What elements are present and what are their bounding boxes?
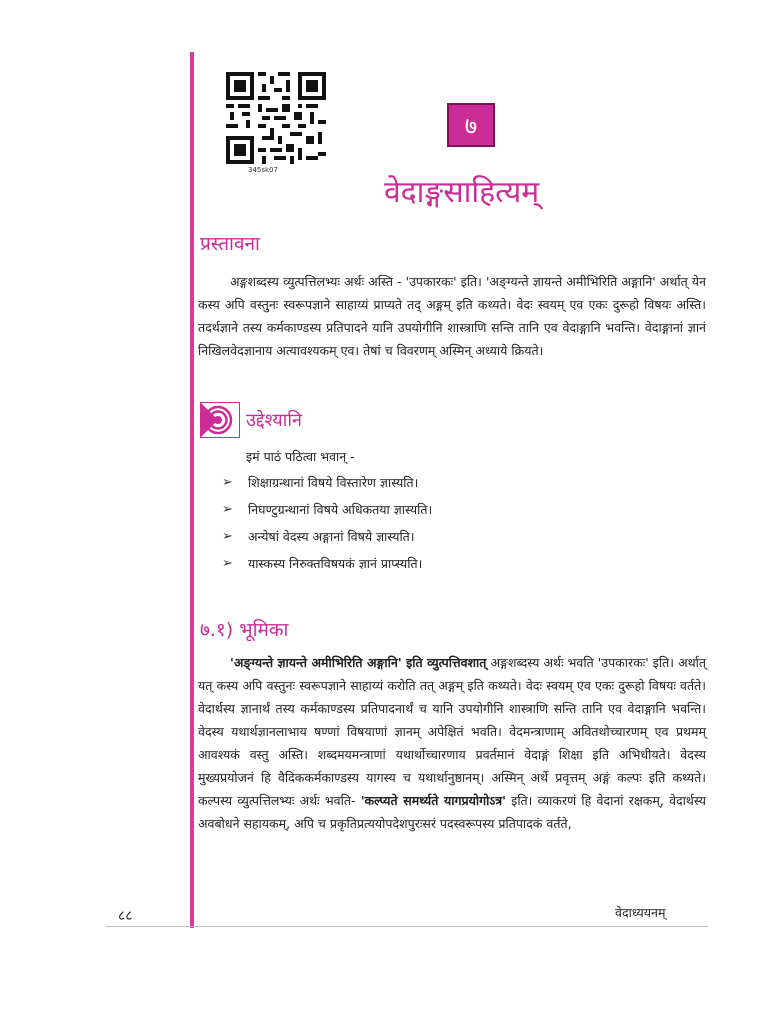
objectives-list: [222, 472, 702, 580]
objective-text: शिक्षाग्रन्थानां विषये विस्तारेण ज्ञास्यति।: [248, 475, 419, 490]
objective-text: यास्कस्य निरुक्तविषयकं ज्ञानं प्राप्स्यति।: [248, 556, 423, 571]
list-item: [222, 553, 702, 580]
arrowhead-bullet-icon: ➢: [222, 475, 233, 490]
bold-kalpa-quote: 'कल्प्यते समर्थ्यते यागप्रयोगोऽत्र': [360, 793, 506, 808]
qr-code-label: 345sk07: [248, 166, 278, 174]
qr-code-icon: [226, 72, 326, 164]
intro-paragraph: [198, 270, 706, 362]
objective-text: अन्येषां वेदस्य अङ्गानां विषये ज्ञास्यति।: [248, 529, 415, 544]
section-heading-bhumika: ७.१) भूमिका: [200, 619, 289, 641]
objectives-heading: उद्देश्यानि: [246, 410, 302, 431]
margin-rule: [190, 52, 194, 928]
page-number: ८८: [118, 908, 133, 924]
running-footer-title: वेदाध्ययनम्: [615, 905, 666, 920]
intro-text: अङ्गशब्दस्य व्युत्पत्तिलभ्यः अर्थः अस्ति - 'उपकारकः' इति। 'अङ्ग्यन्ते ज्ञायन्ते अमीभिरिति अङ्गानि' अर्थात् येन कस्य अपि वस्तुनः स्वरूपज्ञाने साहाय्यं प्राप्यते तद् अङ्गम् इति कथ्यते। वेदः स्वयम् एव एकः दुरूहो विषयः अस्ति। तदर्थज्ञाने तस्य कर्मकाण्डस्य प्रतिपादने यानि उपयोगीनि शास्त्राणि सन्ति तानि एव वेदाङ्गानि भवन्ति। वेदाङ्गानां ज्ञानं निखिलवेदज्ञानाय अत्यावश्यकम् एव। तेषां च विवरणम् अस्मिन् अध्याये क्रियते।: [198, 274, 706, 358]
list-item: [222, 499, 702, 526]
footer-divider: [106, 926, 708, 927]
bold-definition: 'अङ्ग्यन्ते ज्ञायन्ते अमीभिरिति अङ्गानि' इति व्युत्पत्तिवशात्: [230, 655, 487, 670]
intro-heading: प्रस्तावना: [200, 233, 260, 255]
chapter-number-badge: [447, 103, 495, 147]
list-item: [222, 472, 702, 499]
arrowhead-bullet-icon: ➢: [222, 529, 233, 544]
bhumika-text-b: इति। व्याकरणं हि वेदानां रक्षकम्, वेदार्थस्य अवबोधने सहायकम्, अपि च प्रकृतिप्रत्ययोपदेशपुरःसरं पदस्वरूपस्य प्रतिपादकं वर्तते,: [198, 793, 706, 831]
chapter-title: वेदाङ्गसाहित्यम्: [384, 175, 540, 210]
objectives-intro: इमं पाठं पठित्वा भवान् -: [246, 449, 355, 464]
bhumika-text-a: अङ्गशब्दस्य अर्थः भवति 'उपकारकः' इति। अर्थात् यत् कस्य अपि वस्तुनः स्वरूपज्ञाने साहाय्यं करोति तत् अङ्गम् इति कथ्यते। वेदः स्वयम् एव एकः दुरूहो विषयः वर्तते। वेदार्थस्य ज्ञानार्थं तस्य कर्मकाण्डस्य प्रतिपादनार्थं च यानि उपयोगीनि शास्त्राणि सन्ति तानि एव वेदाङ्गानि भवन्ति। वेदस्य यथार्थज्ञानलाभाय षण्णां विषयाणां ज्ञानम् अपेक्षितं भवति। वेदमन्त्राणाम् अवितथोच्चारणम् एव प्रथमम् आवश्यकं वस्तु अस्ति। शब्दमयमन्त्राणां यथार्थोच्चारणाय प्रवर्तमानं वेदाङ्गं शिक्षा इति अभिधीयते। वेदस्य मुख्यप्रयोजनं हि वैदिककर्मकाण्डस्य यागस्य च यथार्थानुष्ठानम्। अस्मिन् अर्थे प्रवृत्तम् अङ्गं कल्पः इति कथ्यते। कल्पस्य व्युत्पत्तिलभ्यः अर्थः भवति-: [198, 655, 707, 808]
arrowhead-bullet-icon: ➢: [222, 502, 233, 517]
bhumika-paragraph: [198, 651, 706, 835]
chapter-number: ७: [464, 111, 478, 140]
objective-text: निघण्टुग्रन्थानां विषये अधिकतया ज्ञास्यति।: [248, 502, 433, 517]
arrowhead-bullet-icon: ➢: [222, 556, 233, 571]
target-spiral-icon: [200, 402, 240, 438]
list-item: [222, 526, 702, 553]
